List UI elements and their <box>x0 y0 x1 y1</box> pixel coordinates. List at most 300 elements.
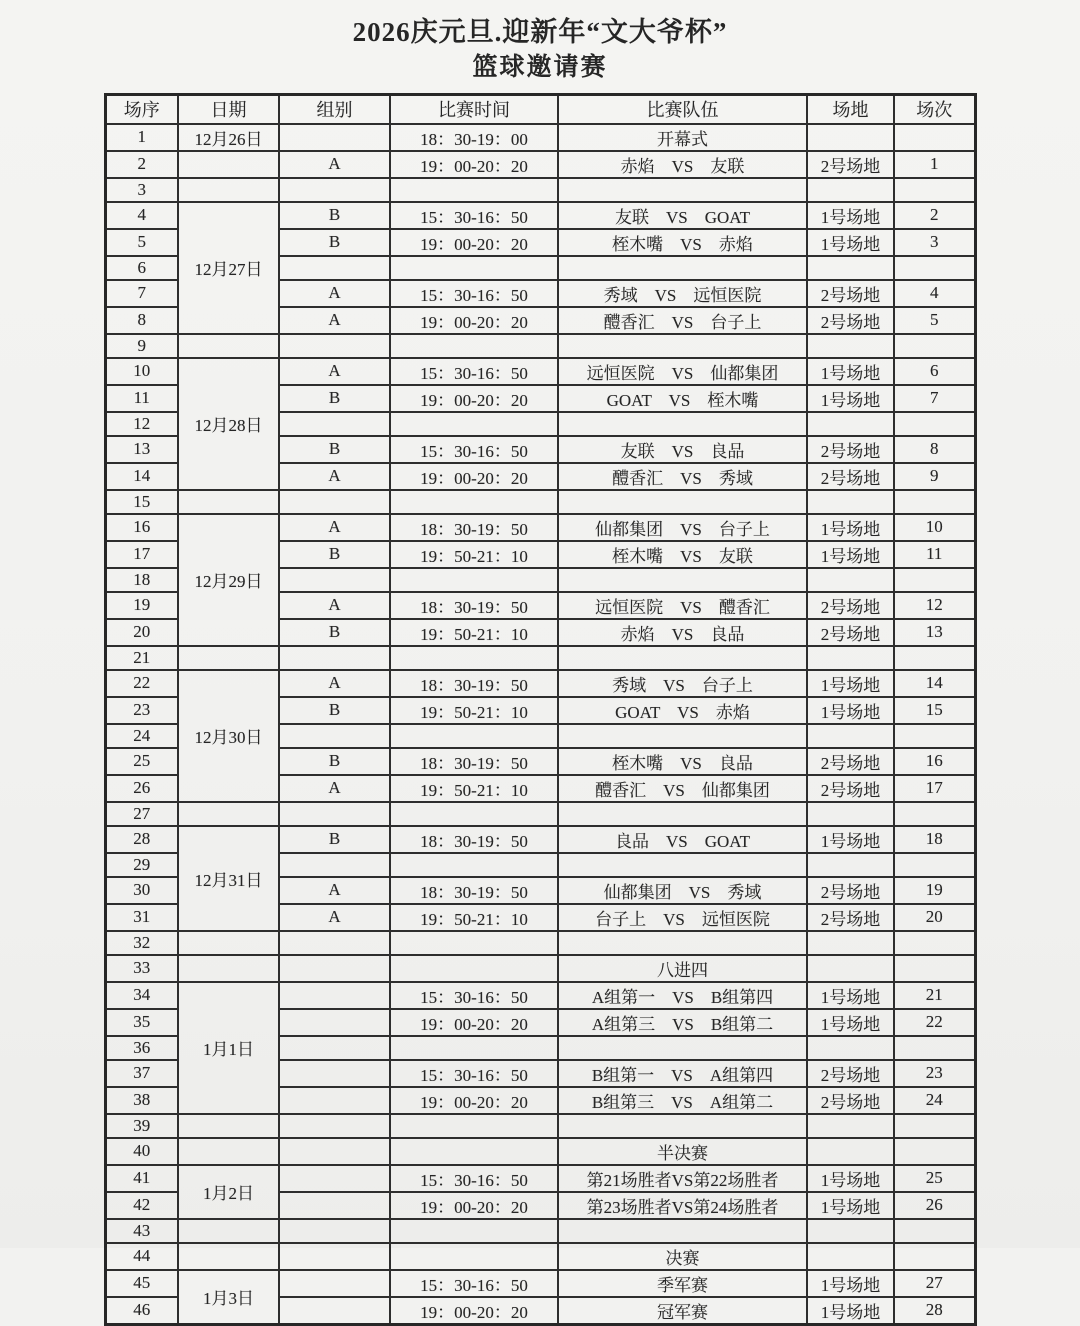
date-cell <box>178 955 279 982</box>
seq-cell: 45 <box>105 1270 178 1297</box>
date-cell <box>178 334 279 358</box>
group-cell <box>279 1009 390 1036</box>
group-cell: A <box>279 307 390 334</box>
seq-cell: 2 <box>105 151 178 178</box>
teams-cell: 友联 VS GOAT <box>558 202 807 229</box>
seq-cell: 8 <box>105 307 178 334</box>
seq-cell: 1 <box>105 124 178 151</box>
match-cell <box>894 334 975 358</box>
teams-cell: 桎木嘴 VS 赤焰 <box>558 229 807 256</box>
schedule-table <box>104 93 977 1326</box>
group-cell: B <box>279 436 390 463</box>
date-cell <box>178 151 279 178</box>
seq-cell: 20 <box>105 619 178 646</box>
match-cell: 13 <box>894 619 975 646</box>
seq-cell: 13 <box>105 436 178 463</box>
teams-cell: 仙都集团 VS 台子上 <box>558 514 807 541</box>
table-row <box>105 1219 975 1243</box>
seq-cell: 36 <box>105 1036 178 1060</box>
venue-cell: 1号场地 <box>807 982 894 1009</box>
teams-cell <box>558 178 807 202</box>
group-cell: A <box>279 280 390 307</box>
time-cell: 15：30-16：50 <box>390 436 558 463</box>
time-cell: 19：00-20：20 <box>390 1009 558 1036</box>
seq-cell: 44 <box>105 1243 178 1270</box>
group-cell <box>279 568 390 592</box>
venue-cell: 2号场地 <box>807 1087 894 1114</box>
seq-cell: 29 <box>105 853 178 877</box>
match-cell: 21 <box>894 982 975 1009</box>
time-cell <box>390 724 558 748</box>
table-row <box>105 490 975 514</box>
teams-cell: A组第一 VS B组第四 <box>558 982 807 1009</box>
date-cell: 12月28日 <box>178 358 279 490</box>
venue-cell: 1号场地 <box>807 358 894 385</box>
teams-cell: 醴香汇 VS 仙都集团 <box>558 775 807 802</box>
group-cell <box>279 1114 390 1138</box>
teams-cell: A组第三 VS B组第二 <box>558 1009 807 1036</box>
seq-cell: 12 <box>105 412 178 436</box>
group-cell <box>279 1087 390 1114</box>
match-cell <box>894 802 975 826</box>
group-cell <box>279 1138 390 1165</box>
venue-cell: 1号场地 <box>807 697 894 724</box>
teams-cell: B组第三 VS A组第二 <box>558 1087 807 1114</box>
seq-cell: 37 <box>105 1060 178 1087</box>
seq-cell: 17 <box>105 541 178 568</box>
venue-cell: 1号场地 <box>807 514 894 541</box>
group-cell: B <box>279 697 390 724</box>
teams-cell: 第23场胜者VS第24场胜者 <box>558 1192 807 1219</box>
group-cell <box>279 334 390 358</box>
venue-cell <box>807 955 894 982</box>
time-cell: 19：50-21：10 <box>390 904 558 931</box>
teams-cell <box>558 931 807 955</box>
match-cell: 16 <box>894 748 975 775</box>
venue-cell: 2号场地 <box>807 592 894 619</box>
table-row <box>105 202 975 229</box>
venue-cell: 1号场地 <box>807 202 894 229</box>
time-cell: 18：30-19：50 <box>390 670 558 697</box>
teams-cell: 季军赛 <box>558 1270 807 1297</box>
date-cell <box>178 1138 279 1165</box>
time-cell: 19：00-20：20 <box>390 1087 558 1114</box>
time-cell: 19：00-20：20 <box>390 463 558 490</box>
group-cell <box>279 1036 390 1060</box>
match-cell: 22 <box>894 1009 975 1036</box>
teams-cell: 醴香汇 VS 台子上 <box>558 307 807 334</box>
seq-cell: 35 <box>105 1009 178 1036</box>
venue-cell: 1号场地 <box>807 229 894 256</box>
match-cell: 12 <box>894 592 975 619</box>
group-cell <box>279 853 390 877</box>
group-cell: A <box>279 877 390 904</box>
match-cell <box>894 1219 975 1243</box>
group-cell: A <box>279 514 390 541</box>
time-cell <box>390 1243 558 1270</box>
match-cell: 14 <box>894 670 975 697</box>
venue-cell <box>807 1036 894 1060</box>
match-cell: 6 <box>894 358 975 385</box>
venue-cell <box>807 802 894 826</box>
time-cell: 18：30-19：50 <box>390 592 558 619</box>
date-cell <box>178 1114 279 1138</box>
table-row <box>105 931 975 955</box>
venue-cell: 2号场地 <box>807 280 894 307</box>
date-cell <box>178 490 279 514</box>
group-cell <box>279 1270 390 1297</box>
teams-cell: 开幕式 <box>558 124 807 151</box>
match-cell: 27 <box>894 1270 975 1297</box>
header-cell-3: 比赛时间 <box>390 95 558 124</box>
date-cell: 12月27日 <box>178 202 279 334</box>
teams-cell: 秀域 VS 远恒医院 <box>558 280 807 307</box>
match-cell <box>894 568 975 592</box>
time-cell: 15：30-16：50 <box>390 1270 558 1297</box>
group-cell <box>279 1165 390 1192</box>
seq-cell: 19 <box>105 592 178 619</box>
seq-cell: 32 <box>105 931 178 955</box>
date-cell: 1月2日 <box>178 1165 279 1219</box>
seq-cell: 34 <box>105 982 178 1009</box>
venue-cell: 1号场地 <box>807 826 894 853</box>
teams-cell: 冠军赛 <box>558 1297 807 1325</box>
match-cell <box>894 724 975 748</box>
venue-cell: 2号场地 <box>807 151 894 178</box>
time-cell <box>390 1219 558 1243</box>
seq-cell: 41 <box>105 1165 178 1192</box>
venue-cell: 2号场地 <box>807 904 894 931</box>
venue-cell: 1号场地 <box>807 670 894 697</box>
group-cell <box>279 490 390 514</box>
time-cell <box>390 646 558 670</box>
group-cell: B <box>279 541 390 568</box>
venue-cell: 1号场地 <box>807 1297 894 1325</box>
time-cell <box>390 853 558 877</box>
time-cell <box>390 490 558 514</box>
seq-cell: 42 <box>105 1192 178 1219</box>
time-cell <box>390 1036 558 1060</box>
group-cell: B <box>279 619 390 646</box>
teams-cell: 桎木嘴 VS 友联 <box>558 541 807 568</box>
time-cell: 15：30-16：50 <box>390 202 558 229</box>
venue-cell <box>807 178 894 202</box>
match-cell: 2 <box>894 202 975 229</box>
teams-cell: 赤焰 VS 良品 <box>558 619 807 646</box>
match-cell <box>894 853 975 877</box>
group-cell: A <box>279 775 390 802</box>
time-cell: 19：00-20：20 <box>390 1297 558 1325</box>
date-cell: 12月30日 <box>178 670 279 802</box>
time-cell: 19：00-20：20 <box>390 307 558 334</box>
venue-cell: 2号场地 <box>807 463 894 490</box>
seq-cell: 23 <box>105 697 178 724</box>
match-cell: 15 <box>894 697 975 724</box>
group-cell: A <box>279 151 390 178</box>
seq-cell: 18 <box>105 568 178 592</box>
time-cell: 19：50-21：10 <box>390 619 558 646</box>
group-cell <box>279 1297 390 1325</box>
seq-cell: 7 <box>105 280 178 307</box>
teams-cell: 良品 VS GOAT <box>558 826 807 853</box>
seq-cell: 43 <box>105 1219 178 1243</box>
teams-cell <box>558 1036 807 1060</box>
group-cell: A <box>279 463 390 490</box>
seq-cell: 38 <box>105 1087 178 1114</box>
time-cell: 18：30-19：50 <box>390 826 558 853</box>
time-cell: 15：30-16：50 <box>390 1060 558 1087</box>
seq-cell: 16 <box>105 514 178 541</box>
teams-cell: B组第一 VS A组第四 <box>558 1060 807 1087</box>
group-cell <box>279 1219 390 1243</box>
venue-cell <box>807 256 894 280</box>
seq-cell: 9 <box>105 334 178 358</box>
seq-cell: 26 <box>105 775 178 802</box>
teams-cell: GOAT VS 赤焰 <box>558 697 807 724</box>
venue-cell: 1号场地 <box>807 541 894 568</box>
teams-cell <box>558 490 807 514</box>
time-cell: 19：50-21：10 <box>390 697 558 724</box>
group-cell: B <box>279 229 390 256</box>
teams-cell <box>558 646 807 670</box>
seq-cell: 28 <box>105 826 178 853</box>
header-cell-6: 场次 <box>894 95 975 124</box>
seq-cell: 15 <box>105 490 178 514</box>
page-title <box>0 0 1080 83</box>
match-cell: 9 <box>894 463 975 490</box>
teams-cell: 台子上 VS 远恒医院 <box>558 904 807 931</box>
seq-cell: 39 <box>105 1114 178 1138</box>
table-row <box>105 1270 975 1297</box>
teams-cell <box>558 412 807 436</box>
date-cell <box>178 1219 279 1243</box>
time-cell: 19：00-20：20 <box>390 151 558 178</box>
venue-cell <box>807 568 894 592</box>
teams-cell <box>558 1114 807 1138</box>
group-cell: A <box>279 670 390 697</box>
header-cell-2: 组别 <box>279 95 390 124</box>
venue-cell <box>807 646 894 670</box>
venue-cell: 2号场地 <box>807 619 894 646</box>
group-cell <box>279 1243 390 1270</box>
group-cell: A <box>279 904 390 931</box>
venue-cell: 1号场地 <box>807 385 894 412</box>
table-row <box>105 1114 975 1138</box>
venue-cell: 1号场地 <box>807 1009 894 1036</box>
group-cell <box>279 256 390 280</box>
group-cell <box>279 724 390 748</box>
teams-cell: 决赛 <box>558 1243 807 1270</box>
match-cell: 7 <box>894 385 975 412</box>
seq-cell: 4 <box>105 202 178 229</box>
group-cell: A <box>279 592 390 619</box>
date-cell <box>178 646 279 670</box>
venue-cell <box>807 1138 894 1165</box>
table-row <box>105 802 975 826</box>
table-row <box>105 514 975 541</box>
group-cell: A <box>279 358 390 385</box>
tournament-title: 2026庆元旦.迎新年“文大爷杯” <box>352 17 728 47</box>
teams-cell <box>558 1219 807 1243</box>
header-row <box>105 95 975 124</box>
table-row <box>105 1165 975 1192</box>
header-cell-4: 比赛队伍 <box>558 95 807 124</box>
time-cell: 15：30-16：50 <box>390 1165 558 1192</box>
tournament-subtitle: 篮球邀请赛 <box>472 53 608 81</box>
group-cell <box>279 412 390 436</box>
time-cell <box>390 1114 558 1138</box>
time-cell: 18：30-19：50 <box>390 514 558 541</box>
match-cell: 20 <box>894 904 975 931</box>
group-cell <box>279 1192 390 1219</box>
match-cell: 3 <box>894 229 975 256</box>
match-cell <box>894 646 975 670</box>
seq-cell: 27 <box>105 802 178 826</box>
time-cell: 18：30-19：50 <box>390 877 558 904</box>
group-cell: B <box>279 826 390 853</box>
teams-cell: 第21场胜者VS第22场胜者 <box>558 1165 807 1192</box>
match-cell: 18 <box>894 826 975 853</box>
teams-cell <box>558 334 807 358</box>
date-cell <box>178 178 279 202</box>
time-cell <box>390 334 558 358</box>
match-cell <box>894 412 975 436</box>
venue-cell: 1号场地 <box>807 1270 894 1297</box>
match-cell <box>894 1114 975 1138</box>
teams-cell: 醴香汇 VS 秀域 <box>558 463 807 490</box>
seq-cell: 40 <box>105 1138 178 1165</box>
seq-cell: 31 <box>105 904 178 931</box>
match-cell: 5 <box>894 307 975 334</box>
seq-cell: 22 <box>105 670 178 697</box>
time-cell <box>390 412 558 436</box>
time-cell: 15：30-16：50 <box>390 358 558 385</box>
date-cell: 12月26日 <box>178 124 279 151</box>
time-cell <box>390 1138 558 1165</box>
table-row <box>105 1138 975 1165</box>
table-row <box>105 646 975 670</box>
time-cell: 19：00-20：20 <box>390 385 558 412</box>
time-cell: 15：30-16：50 <box>390 280 558 307</box>
venue-cell <box>807 412 894 436</box>
match-cell: 26 <box>894 1192 975 1219</box>
date-cell <box>178 802 279 826</box>
table-row <box>105 178 975 202</box>
match-cell: 25 <box>894 1165 975 1192</box>
seq-cell: 25 <box>105 748 178 775</box>
group-cell <box>279 124 390 151</box>
venue-cell <box>807 334 894 358</box>
group-cell <box>279 1060 390 1087</box>
seq-cell: 3 <box>105 178 178 202</box>
teams-cell: 赤焰 VS 友联 <box>558 151 807 178</box>
table-row <box>105 151 975 178</box>
match-cell <box>894 931 975 955</box>
venue-cell: 2号场地 <box>807 436 894 463</box>
venue-cell: 2号场地 <box>807 748 894 775</box>
header-cell-5: 场地 <box>807 95 894 124</box>
date-cell: 12月29日 <box>178 514 279 646</box>
seq-cell: 14 <box>105 463 178 490</box>
venue-cell <box>807 1219 894 1243</box>
match-cell: 23 <box>894 1060 975 1087</box>
group-cell <box>279 982 390 1009</box>
header-cell-0: 场序 <box>105 95 178 124</box>
group-cell <box>279 646 390 670</box>
teams-cell: 秀域 VS 台子上 <box>558 670 807 697</box>
venue-cell <box>807 853 894 877</box>
table-row <box>105 982 975 1009</box>
time-cell: 19：50-21：10 <box>390 541 558 568</box>
match-cell <box>894 256 975 280</box>
time-cell: 18：30-19：50 <box>390 748 558 775</box>
time-cell: 19：50-21：10 <box>390 775 558 802</box>
seq-cell: 33 <box>105 955 178 982</box>
match-cell <box>894 1036 975 1060</box>
seq-cell: 5 <box>105 229 178 256</box>
match-cell <box>894 178 975 202</box>
venue-cell <box>807 931 894 955</box>
table-row <box>105 124 975 151</box>
teams-cell: 远恒医院 VS 仙都集团 <box>558 358 807 385</box>
teams-cell: GOAT VS 桎木嘴 <box>558 385 807 412</box>
teams-cell: 八进四 <box>558 955 807 982</box>
time-cell <box>390 802 558 826</box>
date-cell: 12月31日 <box>178 826 279 931</box>
group-cell <box>279 178 390 202</box>
match-cell: 19 <box>894 877 975 904</box>
match-cell: 11 <box>894 541 975 568</box>
time-cell <box>390 568 558 592</box>
group-cell <box>279 802 390 826</box>
date-cell: 1月3日 <box>178 1270 279 1325</box>
venue-cell <box>807 1114 894 1138</box>
match-cell <box>894 1138 975 1165</box>
venue-cell: 2号场地 <box>807 775 894 802</box>
seq-cell: 24 <box>105 724 178 748</box>
teams-cell: 仙都集团 VS 秀域 <box>558 877 807 904</box>
venue-cell <box>807 490 894 514</box>
time-cell <box>390 256 558 280</box>
table-row <box>105 334 975 358</box>
table-row <box>105 955 975 982</box>
seq-cell: 21 <box>105 646 178 670</box>
match-cell: 1 <box>894 151 975 178</box>
date-cell: 1月1日 <box>178 982 279 1114</box>
match-cell: 17 <box>894 775 975 802</box>
venue-cell <box>807 124 894 151</box>
teams-cell <box>558 256 807 280</box>
seq-cell: 30 <box>105 877 178 904</box>
header-cell-1: 日期 <box>178 95 279 124</box>
table-row <box>105 826 975 853</box>
match-cell: 10 <box>894 514 975 541</box>
match-cell <box>894 955 975 982</box>
venue-cell <box>807 724 894 748</box>
match-cell: 24 <box>894 1087 975 1114</box>
teams-cell: 友联 VS 良品 <box>558 436 807 463</box>
seq-cell: 6 <box>105 256 178 280</box>
match-cell: 8 <box>894 436 975 463</box>
venue-cell <box>807 1243 894 1270</box>
venue-cell: 2号场地 <box>807 1060 894 1087</box>
seq-cell: 10 <box>105 358 178 385</box>
teams-cell <box>558 802 807 826</box>
time-cell: 19：00-20：20 <box>390 229 558 256</box>
time-cell <box>390 955 558 982</box>
time-cell <box>390 931 558 955</box>
table-row <box>105 1243 975 1270</box>
